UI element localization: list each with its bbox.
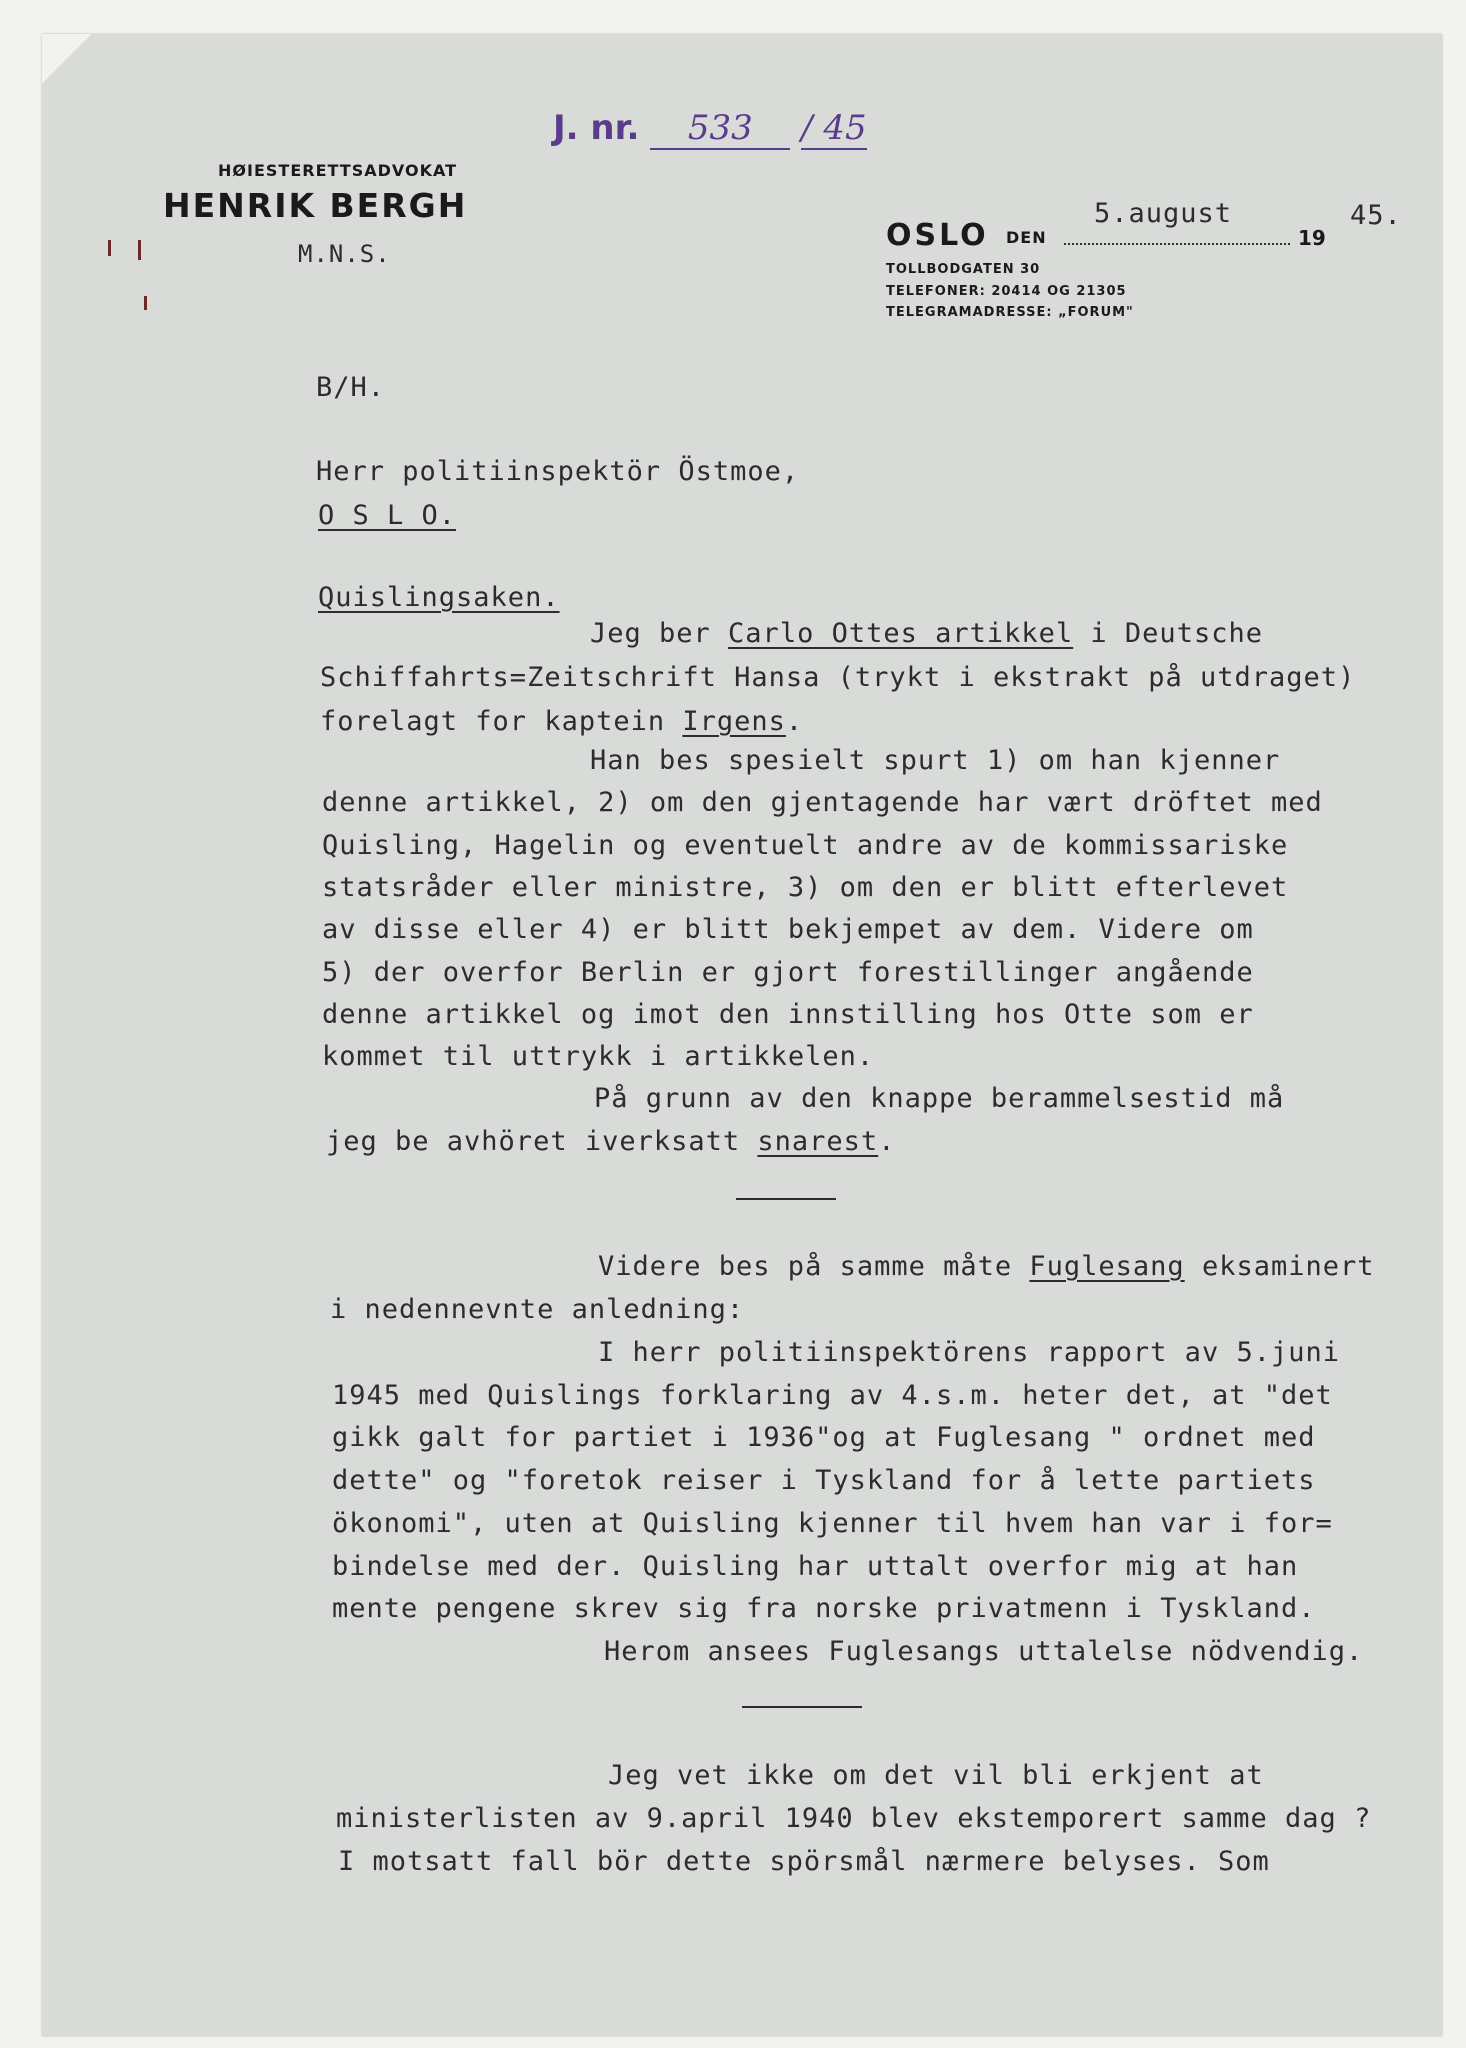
letterhead-phones: TELEFONER: 20414 OG 21305 (886, 284, 1127, 299)
underlined-phrase: snarest (757, 1126, 879, 1157)
letterhead-title: HØIESTERETTSADVOKAT (218, 161, 458, 180)
underlined-phrase: Fuglesang (1029, 1251, 1185, 1282)
letterhead-year-prefix: 19 (1298, 226, 1326, 250)
paragraph-line: statsråder eller ministre, 3) om den er blitt efterlevet (322, 872, 1289, 903)
paragraph-line: I motsatt fall bör dette spörsmål nærmere belyses. Som (338, 1846, 1270, 1877)
paragraph-line: ökonomi", uten at Quisling kjenner til hvem han var i for= (332, 1508, 1333, 1539)
margin-mark (144, 296, 147, 310)
date-dotted-line (1064, 243, 1290, 245)
paragraph-line: denne artikkel og imot den innstilling hos Otte som er (322, 999, 1254, 1030)
letterhead-den: DEN (1006, 228, 1047, 247)
journal-number (553, 108, 867, 150)
paragraph-line: Schiffahrts=Zeitschrift Hansa (trykt i ekstrakt på utdraget) (320, 662, 1356, 693)
paragraph-line: gikk galt for partiet i 1936"og at Fuglesang " ordnet med (332, 1422, 1316, 1453)
paragraph-line: Quisling, Hagelin og eventuelt andre av de kommissariske (322, 830, 1289, 861)
recipient-city: O S L O. (318, 500, 457, 531)
paragraph-line: Jeg vet ikke om det vil bli erkjent at (608, 1760, 1264, 1791)
paragraph-line: 1945 med Quislings forklaring av 4.s.m. heter det, at "det (332, 1380, 1333, 1411)
paragraph-line: Jeg ber Carlo Ottes artikkel i Deutsche (590, 618, 1263, 649)
underlined-phrase: Carlo Ottes artikkel (728, 618, 1074, 649)
paragraph-line: i nedennevnte anledning: (330, 1294, 745, 1325)
paragraph-line: forelagt for kaptein Irgens. (320, 706, 804, 737)
paragraph-line: av disse eller 4) er blitt bekjempet av dem. Videre om (322, 914, 1254, 945)
paragraph-line: 5) der overfor Berlin er gjort forestillinger angående (322, 957, 1254, 988)
letterhead-city: OSLO (886, 218, 989, 253)
paragraph-line: bindelse med der. Quisling har uttalt overfor mig at han (332, 1551, 1299, 1582)
section-divider (742, 1706, 862, 1708)
margin-mark (108, 240, 111, 256)
paragraph-line: På grunn av den knappe berammelsestid må (594, 1083, 1285, 1114)
paragraph-line: ministerlisten av 9.april 1940 blev ekstemporert samme dag ? (336, 1803, 1372, 1834)
letter-year: 45. (1350, 200, 1402, 231)
letterhead-address: TOLLBODGATEN 30 (886, 262, 1041, 277)
letterhead-initials: M.N.S. (298, 240, 391, 268)
journal-year: / 45 (801, 108, 867, 148)
reference: B/H. (316, 372, 386, 403)
paragraph-line: jeg be avhöret iverksatt snarest. (326, 1126, 896, 1157)
underlined-phrase: Irgens (682, 706, 786, 737)
letterhead-telegram: TELEGRAMADRESSE: „FORUM" (886, 305, 1134, 320)
paragraph-line: denne artikkel, 2) om den gjentagende har vært dröftet med (322, 787, 1323, 818)
journal-number-value: 533 (650, 108, 790, 150)
torn-corner (42, 34, 112, 104)
journal-prefix: J. nr. (553, 108, 640, 148)
section-divider (736, 1198, 836, 1200)
paragraph-line: I herr politiinspektörens rapport av 5.juni (598, 1337, 1340, 1368)
letter-page (42, 34, 1442, 2036)
recipient-name: Herr politiinspektör Östmoe, (316, 456, 800, 487)
paragraph-line: Han bes spesielt spurt 1) om han kjenner (590, 745, 1281, 776)
subject: Quislingsaken. (318, 582, 560, 613)
paragraph-line: mente pengene skrev sig fra norske privatmenn i Tyskland. (332, 1593, 1316, 1624)
paragraph-line: kommet til uttrykk i artikkelen. (322, 1041, 875, 1072)
paragraph-line: Videre bes på samme måte Fuglesang eksaminert (598, 1251, 1375, 1282)
letter-date: 5.august (1094, 198, 1233, 229)
margin-mark (138, 240, 141, 260)
paragraph-line: Herom ansees Fuglesangs uttalelse nödvendig. (604, 1636, 1364, 1667)
paragraph-line: dette" og "foretok reiser i Tyskland for å lette partiets (332, 1465, 1316, 1496)
letterhead-name: HENRIK BERGH (163, 186, 468, 225)
